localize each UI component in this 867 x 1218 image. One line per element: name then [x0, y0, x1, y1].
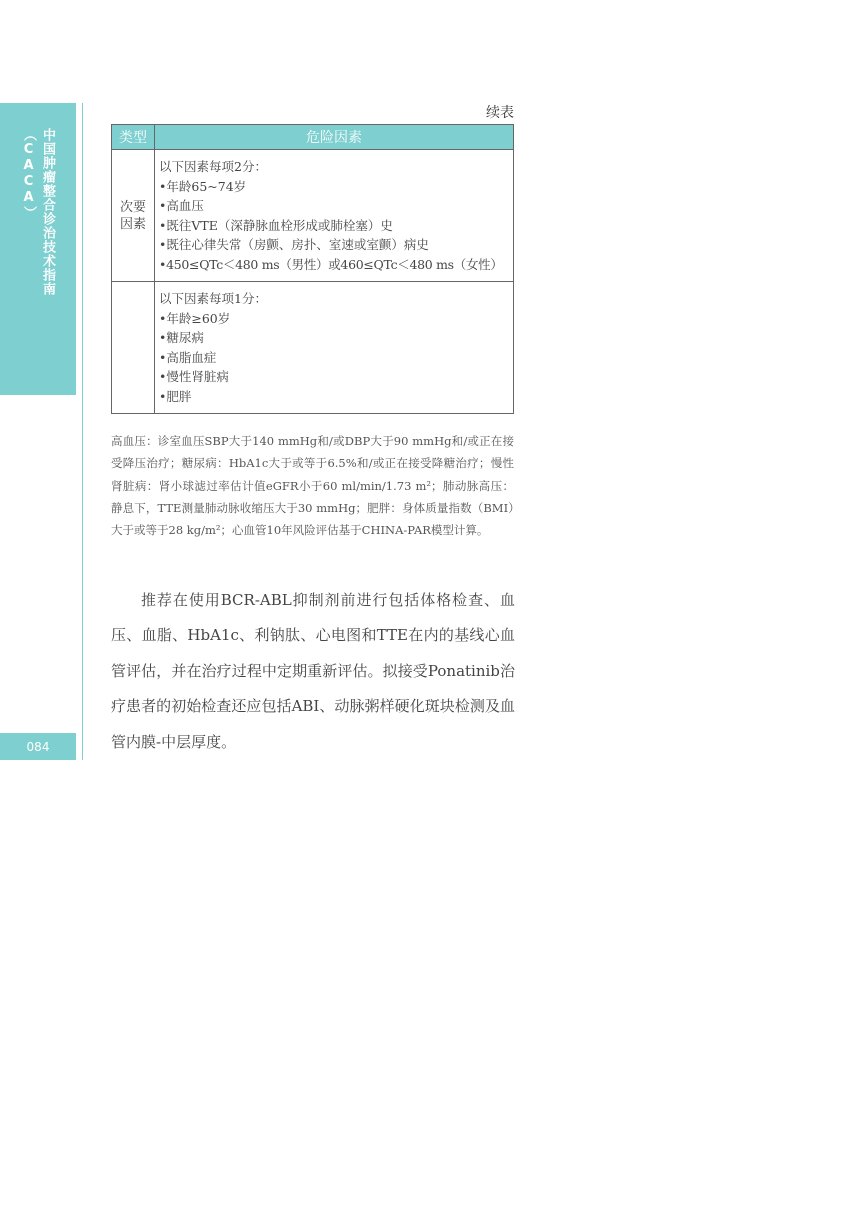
- header-type: 类型: [112, 125, 155, 150]
- sidebar-title: 中国肿瘤整合诊治技术指南（CACA）: [21, 128, 55, 296]
- factor-line: •年龄≥60岁: [159, 310, 231, 326]
- factor-line: 以下因素每项1分：: [159, 291, 267, 306]
- factor-line: •既往心律失常（房颤、房扑、室速或室颤）病史: [159, 237, 429, 252]
- page-number: 084: [0, 733, 76, 760]
- factor-line: 以下因素每项2分：: [159, 159, 267, 174]
- factor-line: •年龄65~74岁: [159, 178, 247, 194]
- factor-line: •慢性肾脏病: [159, 369, 229, 384]
- table-row: [112, 150, 514, 282]
- row-factors-cell: [155, 282, 514, 414]
- row-type-cell: [112, 282, 155, 414]
- risk-factor-table: [111, 124, 514, 414]
- factor-line: •450≤QTc＜480 ms（男性）或460≤QTc＜480 ms（女性）: [159, 256, 503, 272]
- margin-divider: [82, 103, 83, 760]
- header-risk-factors: 危险因素: [155, 125, 514, 150]
- row-type-label: 次要 因素: [119, 199, 146, 232]
- body-paragraph: 推荐在使用BCR-ABL抑制剂前进行包括体格检查、血压、血脂、HbA1c、利钠肽、心电图和TTE在内的基线心血管评估，并在治疗过程中定期重新评估。拟接受Ponatinib治疗患者的初始检查还应包括ABI、动脉粥样硬化斑块检测及血管内膜-中层厚度。: [111, 591, 515, 751]
- continued-label: 续表: [486, 105, 514, 121]
- table-header-row: [112, 125, 514, 150]
- factor-line: •糖尿病: [159, 330, 204, 345]
- row-type-cell: [112, 150, 155, 282]
- row-factors-cell: [155, 150, 514, 282]
- factor-line: •高脂血症: [159, 349, 217, 365]
- factor-line: •既往VTE（深静脉血栓形成或肺栓塞）史: [159, 217, 393, 233]
- table-row: [112, 282, 514, 414]
- factor-line: •肥胖: [159, 388, 192, 404]
- factor-line: •高血压: [159, 198, 204, 213]
- table-footnote: 高血压：诊室血压SBP大于140 mmHg和/或DBP大于90 mmHg和/或正在接受降压治疗；糖尿病：HbA1c大于或等于6.5%和/或正在接受降糖治疗；慢性肾脏病：肾小球滤过率估计值eGFR小于60 ml/min/1.73 m²；肺动脉高压：静息下，TTE测量肺动脉收缩压大于30 mmHg；肥胖：身体质量指数（BMI）大于或等于28 kg/m²；心血管10年风险评估基于CHINA-PAR模型计算。: [111, 434, 514, 538]
